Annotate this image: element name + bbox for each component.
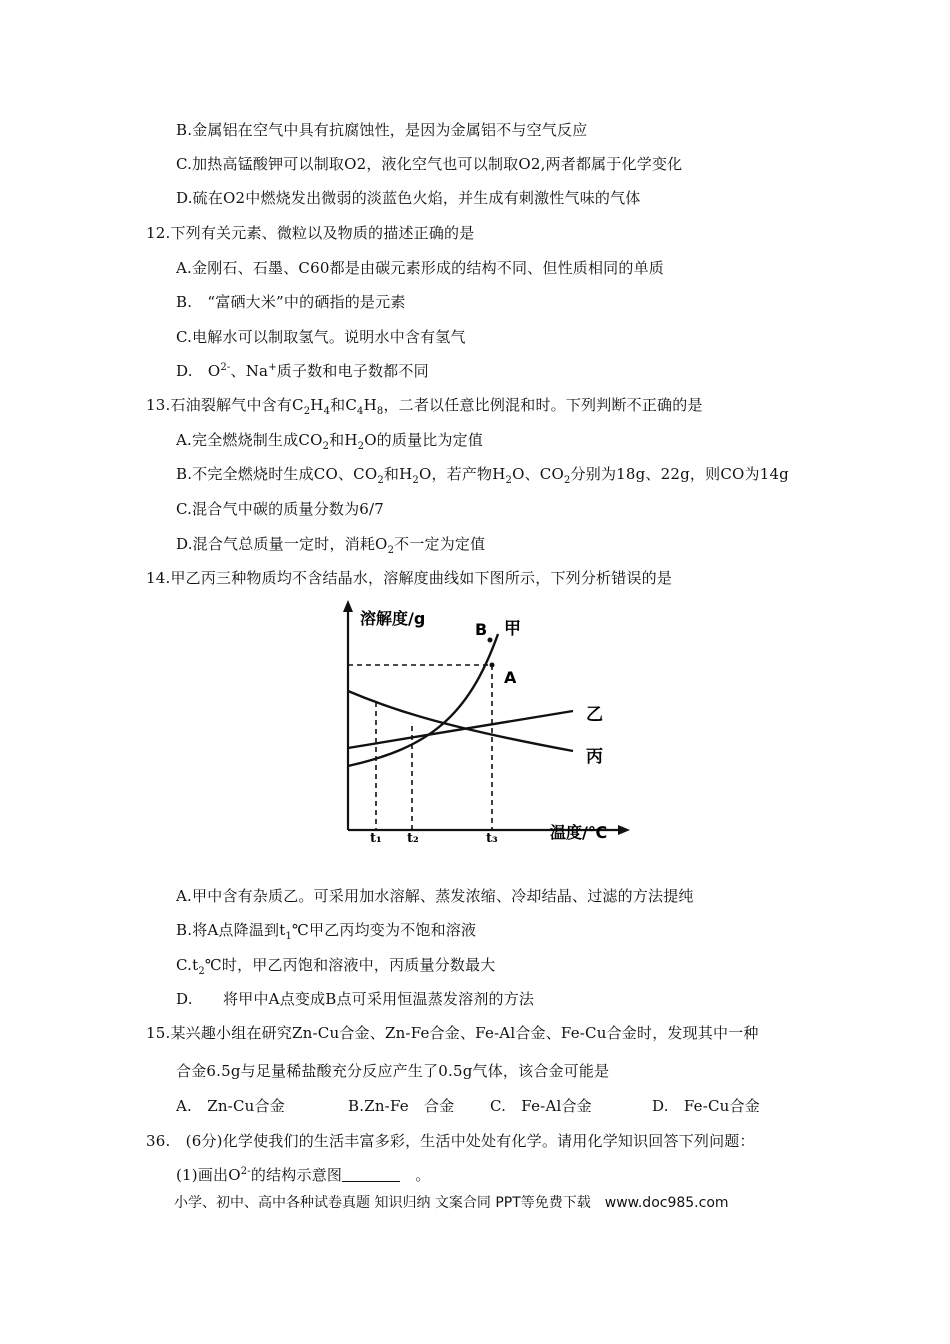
q12-stem: 12.下列有关元素、微粒以及物质的描述正确的是: [146, 224, 475, 242]
label-bing: 丙: [586, 747, 603, 767]
point-b-label: B: [475, 620, 488, 639]
q14-option-d: D. 将甲中A点变成B点可采用恒温蒸发溶剂的方法: [176, 990, 535, 1008]
q15-option-a: A. Zn-Cu合金: [176, 1097, 285, 1115]
tick-t3: t₃: [486, 831, 498, 846]
q13-option-a: A.完全燃烧制生成$CO_2$和$H_2O$的质量比为定值: [176, 431, 484, 452]
point-a-label: A: [504, 668, 517, 687]
q14-option-c: $C.t_2℃$时，甲乙丙饱和溶液中，丙质量分数最大: [176, 956, 496, 977]
tick-t2: t₂: [407, 831, 419, 846]
q15-stem-cont: 合金6.5g与足量稀盐酸充分反应产生了0.5g气体，该合金可能是: [176, 1062, 610, 1080]
q15-option-d: D. Fe-Cu合金: [652, 1097, 760, 1115]
q11-option-d: D.硫在O2中燃烧发出微弱的淡蓝色火焰，并生成有刺激性气味的气体: [176, 189, 641, 207]
q11-option-b: B.金属铝在空气中具有抗腐蚀性，是因为金属铝不与空气反应: [176, 121, 588, 139]
q13-option-b: B.不完全燃烧时生成CO、$CO_2$和$H_2O$，若产物$H_2O$、$CO_2$分别为18g、22g，则CO为14g: [176, 465, 789, 486]
q15-options: [176, 1096, 760, 1116]
q12-option-c: C.电解水可以制取氢气。说明水中含有氢气: [176, 328, 466, 346]
tick-t1: t₁: [370, 831, 382, 846]
label-jia: 甲: [504, 619, 521, 639]
q14-stem: 14.甲乙丙三种物质均不含结晶水，溶解度曲线如下图所示，下列分析错误的是: [146, 569, 673, 587]
q14-option-b: B.将A点降温到$t_1℃$甲乙丙均变为不饱和溶液: [176, 921, 477, 942]
q13-option-d: D.混合气总质量一定时，消耗$O_2$不一定为定值: [176, 535, 486, 556]
q11-option-c: C.加热高锰酸钾可以制取O2，液化空气也可以制取O2,两者都属于化学变化: [176, 155, 683, 173]
q15-option-c: C. Fe-Al合金: [490, 1097, 592, 1115]
x-axis-label: 温度/℃: [550, 823, 608, 842]
q14-option-a: A.甲中含有杂质乙。可采用加水溶解、蒸发浓缩、冷却结晶、过滤的方法提纯: [176, 887, 694, 905]
label-yi: 乙: [586, 705, 603, 725]
q13-option-c: C.混合气中碳的质量分数为6/7: [176, 500, 385, 518]
footer-ad: 小学、初中、高中各种试卷真题 知识归纳 文案合同 PPT等免费下载 www.doc985.com: [174, 1195, 729, 1211]
q13-stem: 13.石油裂解气中含有$C_2H_4$和$C_4H_8$，二者以任意比例混和时。下列判断不正确的是: [146, 396, 703, 417]
solubility-curve-figure: [318, 598, 638, 848]
q12-option-d: D. $O^{2-}$、Na+质子数和电子数都不同: [176, 362, 429, 380]
q15-stem: 15.某兴趣小组在研究Zn-Cu合金、Zn-Fe合金、Fe-Al合金、Fe-Cu合金时，发现其中一种: [146, 1024, 759, 1042]
q15-option-b: B.Zn-Fe 合金: [348, 1097, 455, 1115]
answer-blank[interactable]: [342, 1166, 400, 1182]
q12-option-b: B. “富硒大米”中的硒指的是元素: [176, 293, 406, 311]
q36-part1: (1)画出$O^{2-}$的结构示意图 。: [176, 1166, 431, 1184]
curve-yi: [348, 711, 573, 748]
y-axis-label: 溶解度/g: [360, 609, 426, 628]
q36-stem: 36. (6分)化学使我们的生活丰富多彩，生活中处处有化学。请用化学知识回答下列问题：: [146, 1132, 755, 1150]
q12-option-a: A.金刚石、石墨、C60都是由碳元素形成的结构不同、但性质相同的单质: [176, 259, 664, 277]
